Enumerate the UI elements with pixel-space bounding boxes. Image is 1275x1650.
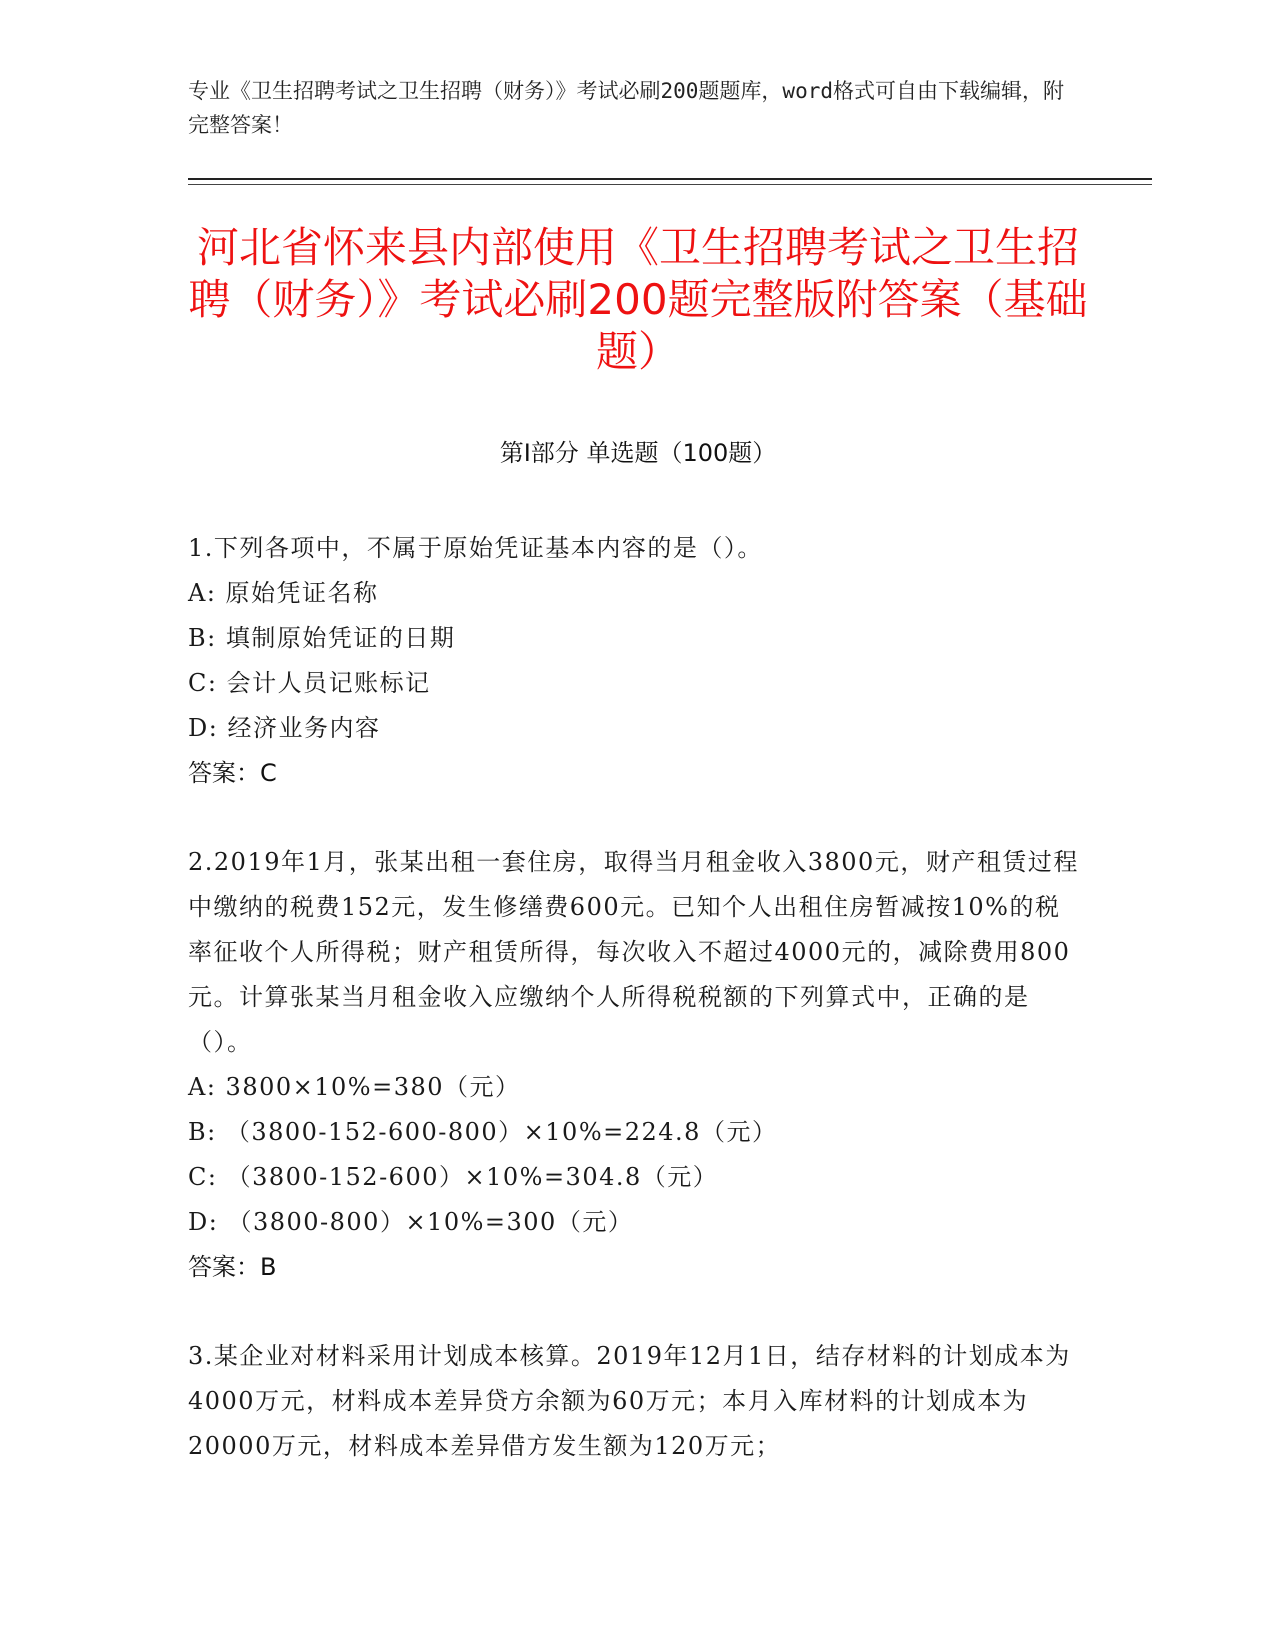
document-title: 河北省怀来县内部使用《卫生招聘考试之卫生招聘（财务）》考试必刷200题完整版附答案（基础题） xyxy=(188,223,1088,376)
question-2 xyxy=(188,840,1080,1290)
answer: 答案：C xyxy=(188,759,277,787)
header-divider-thick xyxy=(188,178,1152,180)
option-b: B: 填制原始凭证的日期 xyxy=(188,624,456,652)
option-a: A: 原始凭证名称 xyxy=(188,579,379,607)
option-d: D: （3800-800）×10%=300（元） xyxy=(188,1208,634,1236)
question-text: 3.某企业对材料采用计划成本核算。2019年12月1日，结存材料的计划成本为4000万元，材料成本差异贷方余额为60万元；本月入库材料的计划成本为20000万元，材料成本差异借方发生额为120万元； xyxy=(188,1342,1071,1460)
answer: 答案：B xyxy=(188,1253,277,1281)
option-c: C: 会计人员记账标记 xyxy=(188,669,431,697)
option-b: B: （3800-152-600-800）×10%=224.8（元） xyxy=(188,1118,778,1146)
option-c: C: （3800-152-600）×10%=304.8（元） xyxy=(188,1163,719,1191)
header-divider-thin xyxy=(188,184,1152,185)
option-d: D: 经济业务内容 xyxy=(188,714,381,742)
question-1 xyxy=(188,526,1080,796)
question-3 xyxy=(188,1334,1080,1469)
header-note: 专业《卫生招聘考试之卫生招聘（财务）》考试必刷200题题库，word格式可自由下载编辑，附完整答案！ xyxy=(188,79,1064,137)
question-text: 2.2019年1月，张某出租一套住房，取得当月租金收入3800元，财产租赁过程中缴纳的税费152元，发生修缮费600元。已知个人出租住房暂减按10%的税率征收个人所得税；财产租赁所得，每次收入不超过4000元的，减除费用800元。计算张某当月租金收入应缴纳个人所得税税额的下列算式中，正确的是（）。 xyxy=(188,848,1079,1056)
question-list xyxy=(188,526,1080,1513)
section-title: 第Ⅰ部分 单选题（100题） xyxy=(499,439,777,467)
question-text: 1.下列各项中，不属于原始凭证基本内容的是（）。 xyxy=(188,534,763,562)
option-a: A: 3800×10%=380（元） xyxy=(188,1073,521,1101)
